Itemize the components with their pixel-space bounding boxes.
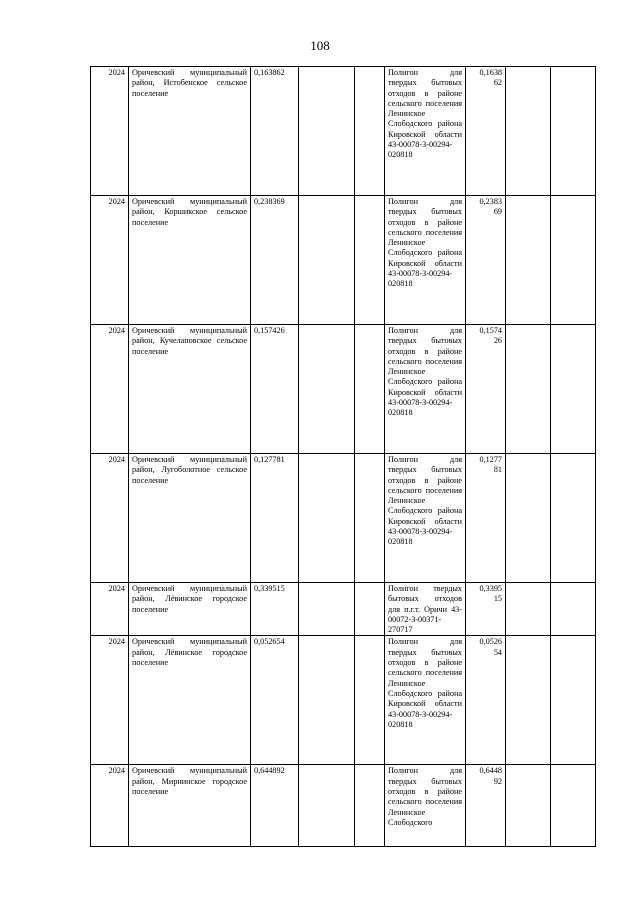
empty-cell [299, 325, 355, 454]
territory-cell: Оричевский муниципальный район, Мирнинское городское поселение [129, 765, 251, 847]
disposal-object-cell: Полигон для твердых бытовых отходов в районе сельского поселения Ленинское Слободского района Кировской области 43-00078-З-00294-020818 [385, 196, 466, 325]
disposal-object-cell: Полигон для твердых бытовых отходов в районе сельского поселения Ленинское Слободского [385, 765, 466, 847]
empty-cell [551, 196, 596, 325]
territory-cell: Оричевский муниципальный район, Коршикское сельское поселение [129, 196, 251, 325]
year-cell: 2024 [91, 196, 129, 325]
empty-cell [299, 454, 355, 583]
territory-cell: Оричевский муниципальный район, Кучелаповское сельское поселение [129, 325, 251, 454]
volume-split-cell [466, 765, 506, 847]
table-row [91, 454, 596, 583]
year-cell: 2024 [91, 67, 129, 196]
table-body [91, 67, 596, 847]
empty-cell [355, 325, 385, 454]
volume-split-text: 0,1638 62 [479, 68, 502, 88]
territory-cell: Оричевский муниципальный район, Лугоболотное сельское поселение [129, 454, 251, 583]
page-number: 108 [310, 38, 330, 53]
year-cell: 2024 [91, 765, 129, 847]
empty-cell [299, 67, 355, 196]
empty-cell [299, 765, 355, 847]
empty-cell [506, 765, 551, 847]
table-row [91, 583, 596, 636]
empty-cell [355, 196, 385, 325]
volume-split-text: 0,1574 26 [479, 326, 502, 346]
volume-split-text: 0,0526 54 [479, 637, 502, 657]
empty-cell [355, 454, 385, 583]
disposal-object-cell: Полигон для твердых бытовых отходов в районе сельского поселения Ленинское Слободского района Кировской области 43-00078-З-00294-020818 [385, 67, 466, 196]
volume-split-text: 0,3395 15 [479, 584, 502, 604]
territory-cell: Оричевский муниципальный район, Лёвинское городское поселение [129, 636, 251, 765]
volume-split-text: 0,1277 81 [479, 455, 502, 475]
volume-cell: 0,052654 [251, 636, 299, 765]
volume-cell: 0,127781 [251, 454, 299, 583]
empty-cell [506, 636, 551, 765]
table-row [91, 325, 596, 454]
empty-cell [506, 196, 551, 325]
volume-split-cell [466, 583, 506, 636]
volume-split-text: 0,2383 69 [479, 197, 502, 217]
empty-cell [355, 67, 385, 196]
empty-cell [551, 636, 596, 765]
table-row [91, 636, 596, 765]
empty-cell [551, 325, 596, 454]
empty-cell [299, 583, 355, 636]
empty-cell [506, 325, 551, 454]
empty-cell [506, 67, 551, 196]
empty-cell [355, 583, 385, 636]
table-row [91, 67, 596, 196]
empty-cell [506, 583, 551, 636]
disposal-object-cell: Полигон для твердых бытовых отходов в районе сельского поселения Ленинское Слободского района Кировской области 43-00078-З-00294-020818 [385, 636, 466, 765]
disposal-object-cell: Полигон твердых бытовых отходов для п.г.т. Оричи 43-00072-З-00371-270717 [385, 583, 466, 636]
volume-split-text: 0,6448 92 [479, 766, 502, 786]
volume-split-cell [466, 325, 506, 454]
volume-cell: 0,238369 [251, 196, 299, 325]
empty-cell [551, 583, 596, 636]
volume-split-cell [466, 196, 506, 325]
volume-split-cell [466, 454, 506, 583]
year-cell: 2024 [91, 454, 129, 583]
year-cell: 2024 [91, 583, 129, 636]
year-cell: 2024 [91, 636, 129, 765]
empty-cell [355, 765, 385, 847]
volume-cell: 0,644892 [251, 765, 299, 847]
disposal-object-cell: Полигон для твердых бытовых отходов в районе сельского поселения Ленинское Слободского района Кировской области 43-00078-З-00294-020818 [385, 454, 466, 583]
empty-cell [551, 765, 596, 847]
territory-cell: Оричевский муниципальный район, Истобенское сельское поселение [129, 67, 251, 196]
empty-cell [355, 636, 385, 765]
waste-register-table [90, 66, 596, 847]
empty-cell [551, 67, 596, 196]
volume-split-cell [466, 67, 506, 196]
empty-cell [551, 454, 596, 583]
volume-cell: 0,339515 [251, 583, 299, 636]
disposal-object-cell: Полигон для твердых бытовых отходов в районе сельского поселения Ленинское Слободского района Кировской области 43-00078-З-00294-020818 [385, 325, 466, 454]
table-row [91, 196, 596, 325]
empty-cell [299, 196, 355, 325]
volume-split-cell [466, 636, 506, 765]
year-cell: 2024 [91, 325, 129, 454]
volume-cell: 0,163862 [251, 67, 299, 196]
empty-cell [299, 636, 355, 765]
empty-cell [506, 454, 551, 583]
table-row [91, 765, 596, 847]
territory-cell: Оричевский муниципальный район, Лёвинское городское поселение [129, 583, 251, 636]
volume-cell: 0,157426 [251, 325, 299, 454]
